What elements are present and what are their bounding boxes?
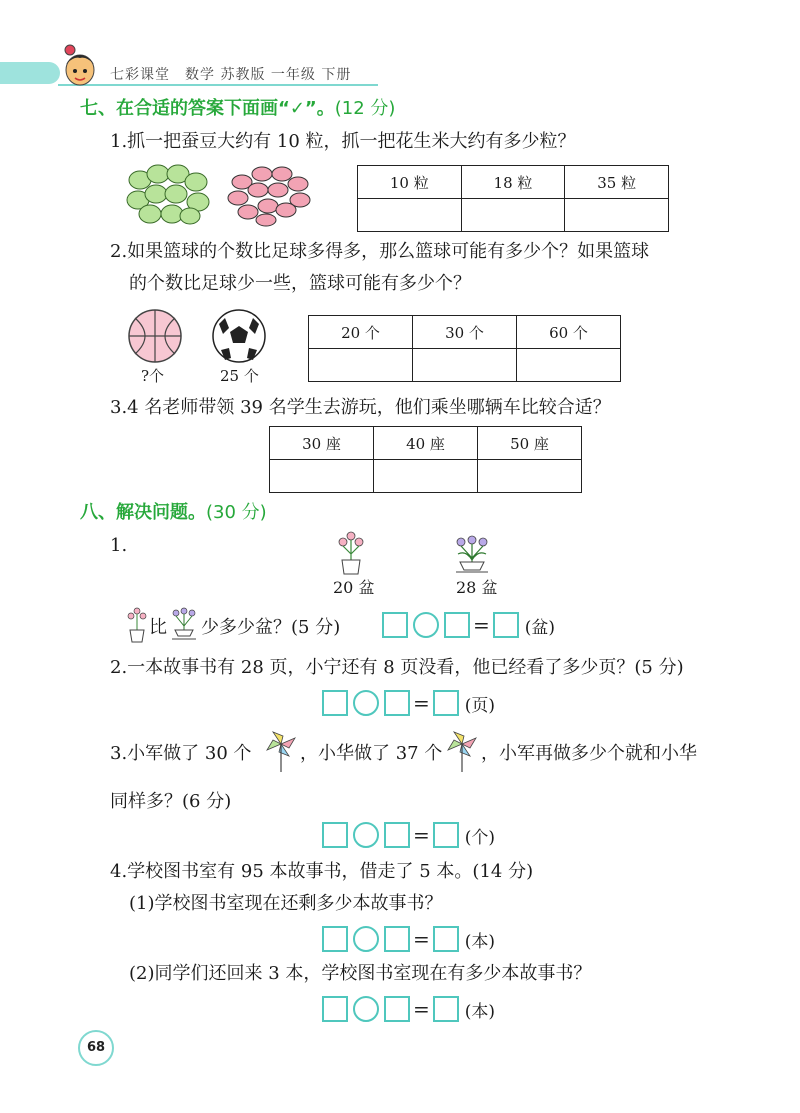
answer-box[interactable] [322, 996, 348, 1022]
s8-q3-part1: 3.小军做了 30 个 [110, 743, 252, 764]
s7-q1-option: 18 粒 [461, 166, 565, 199]
s7-q2-check-cell[interactable] [517, 349, 621, 382]
s7-q1-check-cell[interactable] [461, 199, 565, 232]
answer-box[interactable] [322, 822, 348, 848]
s7-q2-check-cell[interactable] [309, 349, 413, 382]
s8-q3-part3: ，小军再做多少个就和小华 [481, 743, 697, 764]
section7-title: 七、在合适的答案下面画“✓”。(12 分) [80, 98, 396, 119]
s7-q1-text: 1.抓一把蚕豆大约有 10 粒，抓一把花生米大约有多少粒？ [110, 131, 576, 152]
s8-q2-text: 2.一本故事书有 28 页，小宁还有 8 页没看，他已经看了多少页？(5 分) [110, 657, 684, 678]
operator-circle[interactable] [353, 690, 379, 716]
s7-q2-option: 30 个 [413, 316, 517, 349]
basketball-icon [127, 308, 183, 364]
potted-flower-purple-icon [452, 532, 492, 576]
s7-q2-option: 20 个 [309, 316, 413, 349]
operator-circle[interactable] [353, 926, 379, 952]
s8-q4-sub1-formula: = (本) [322, 926, 495, 952]
soccer-ball-icon [211, 308, 267, 364]
answer-box[interactable] [322, 926, 348, 952]
s8-q2-formula: = (页) [322, 690, 495, 716]
s7-q3-text: 3.4 名老师带领 39 名学生去游玩，他们乘坐哪辆车比较合适？ [110, 397, 611, 418]
s7-q2-answer-table [308, 315, 621, 382]
s7-q3-option: 50 座 [478, 427, 582, 460]
answer-box[interactable] [384, 822, 410, 848]
s7-q1-answer-table [357, 165, 669, 232]
peanuts-icon [226, 160, 312, 228]
answer-box[interactable] [382, 612, 408, 638]
soccer-label: 25 个 [220, 367, 259, 385]
answer-box[interactable] [433, 996, 459, 1022]
s7-q2-option: 60 个 [517, 316, 621, 349]
s8-q4-sub2-formula: = (本) [322, 996, 495, 1022]
s7-q3-check-cell[interactable] [374, 460, 478, 493]
answer-box[interactable] [384, 926, 410, 952]
answer-box[interactable] [384, 996, 410, 1022]
s7-q1-check-cell[interactable] [565, 199, 669, 232]
s7-q2-check-cell[interactable] [413, 349, 517, 382]
potted-flower-pink-icon [336, 528, 366, 576]
unit-label: (页) [464, 695, 496, 716]
s8-q1-bi: 比 [149, 617, 167, 638]
pinwheel-icon [444, 728, 480, 774]
s8-q1-rest: 少多少盆？(5 分) [201, 617, 341, 638]
section8-title: 八、解决问题。(30 分) [80, 502, 267, 523]
s7-q3-check-cell[interactable] [478, 460, 582, 493]
basketball-label: ?个 [141, 367, 165, 385]
answer-box[interactable] [493, 612, 519, 638]
answer-box[interactable] [433, 926, 459, 952]
answer-box[interactable] [444, 612, 470, 638]
operator-circle[interactable] [413, 612, 439, 638]
header-rule [58, 84, 378, 86]
s7-q3-answer-table [269, 426, 582, 493]
s8-q4-text: 4.学校图书室有 95 本故事书，借走了 5 本。(14 分) [110, 861, 534, 882]
broad-beans-icon [126, 160, 212, 226]
s7-q3-check-cell[interactable] [270, 460, 374, 493]
page-number: 68 [78, 1030, 114, 1066]
header-title: 七彩课堂 数学 苏教版 一年级 下册 [110, 67, 352, 83]
s8-q3-formula: = (个) [322, 822, 495, 848]
s8-q3-part2: ，小华做了 37 个 [300, 743, 443, 764]
s7-q1-option: 35 粒 [565, 166, 669, 199]
unit-label: (本) [464, 931, 496, 952]
operator-circle[interactable] [353, 822, 379, 848]
s8-q1-formula: = (盆) [382, 612, 555, 638]
s7-q3-option: 30 座 [270, 427, 374, 460]
s7-q2-line1: 2.如果篮球的个数比足球多得多，那么篮球可能有多少个？如果篮球 [110, 241, 650, 262]
pinwheel-icon [263, 728, 299, 774]
flower1-count-label: 20 盆 [333, 578, 375, 597]
flower2-count-label: 28 盆 [456, 578, 498, 597]
answer-box[interactable] [384, 690, 410, 716]
unit-label: (个) [464, 827, 496, 848]
header-band [0, 62, 60, 84]
unit-label: (盆) [524, 617, 556, 638]
mascot-icon [56, 40, 104, 92]
operator-circle[interactable] [353, 996, 379, 1022]
s8-q1-number: 1. [110, 535, 128, 556]
s7-q1-option: 10 粒 [358, 166, 462, 199]
unit-label: (本) [464, 1001, 496, 1022]
answer-box[interactable] [433, 690, 459, 716]
small-pink-flower-icon [126, 606, 148, 644]
s8-q4-sub2: (2)同学们还回来 3 本，学校图书室现在有多少本故事书？ [129, 963, 592, 984]
answer-box[interactable] [433, 822, 459, 848]
small-purple-flower-icon [169, 606, 199, 642]
s8-q4-sub1: (1)学校图书室现在还剩多少本故事书？ [129, 893, 443, 914]
answer-box[interactable] [322, 690, 348, 716]
s7-q2-line2: 的个数比足球少一些，篮球可能有多少个？ [129, 273, 471, 294]
s8-q3-line2: 同样多？(6 分) [110, 791, 232, 812]
s7-q1-check-cell[interactable] [358, 199, 462, 232]
s7-q3-option: 40 座 [374, 427, 478, 460]
